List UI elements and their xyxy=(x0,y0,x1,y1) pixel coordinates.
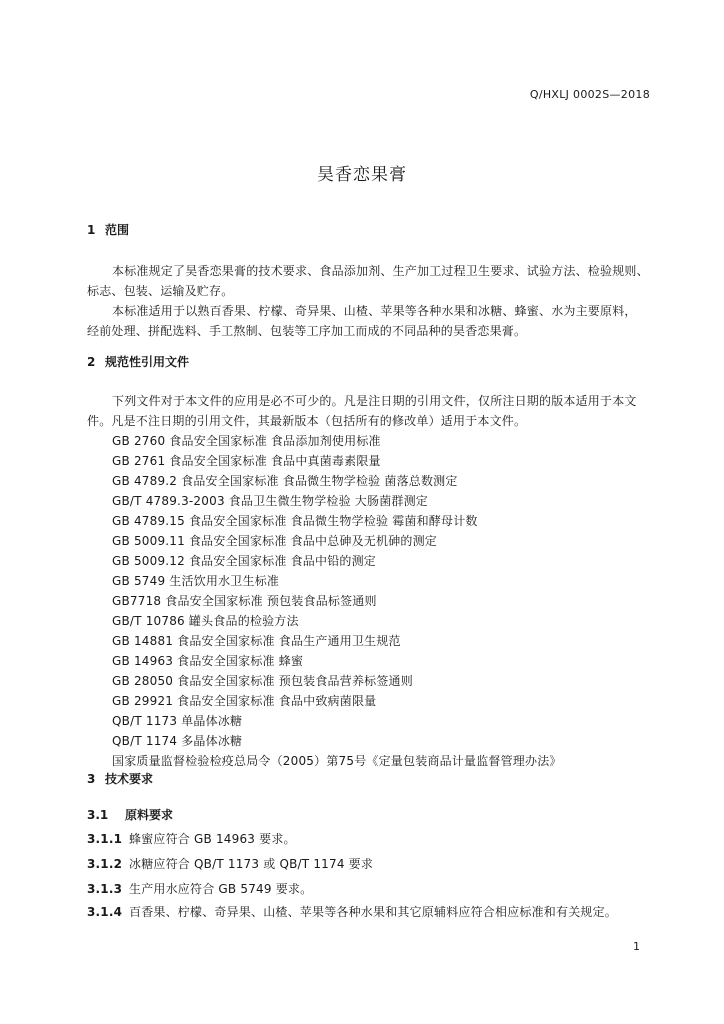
section-number: 1 xyxy=(87,223,96,237)
section-1-heading xyxy=(87,221,129,238)
reference-item: GB7718 食品安全国家标准 预包装食品标签通则 xyxy=(112,594,377,608)
subsection-title: 原料要求 xyxy=(125,808,174,822)
reference-item: GB 29921 食品安全国家标准 食品中致病菌限量 xyxy=(112,694,377,708)
clause-number: 3.1.4 xyxy=(87,905,123,919)
section-title: 范围 xyxy=(105,223,130,237)
clause-3-1-2 xyxy=(87,855,373,872)
reference-item: GB 4789.2 食品安全国家标准 食品微生物学检验 菌落总数测定 xyxy=(112,474,458,488)
clause-text: 冰糖应符合 QB/T 1173 或 QB/T 1174 要求 xyxy=(129,857,374,871)
reference-item: GB 5009.12 食品安全国家标准 食品中铅的测定 xyxy=(112,554,376,568)
clause-text: 百香果、柠檬、奇异果、山楂、苹果等各种水果和其它原辅料应符合相应标准和有关规定。 xyxy=(129,905,618,919)
paragraph-line: 本标准适用于以熟百香果、柠檬、奇异果、山楂、苹果等各种水果和冰糖、蜂蜜、水为主要原料， xyxy=(112,304,637,318)
reference-item: GB 2761 食品安全国家标准 食品中真菌毒素限量 xyxy=(112,454,381,468)
standard-code: Q/HXLJ 0002S—2018 xyxy=(529,88,650,101)
reference-item: GB 14963 食品安全国家标准 蜂蜜 xyxy=(112,654,304,668)
clause-number: 3.1.3 xyxy=(87,882,123,896)
reference-item: GB 5749 生活饮用水卫生标准 xyxy=(112,574,280,588)
clause-number: 3.1.2 xyxy=(87,857,123,871)
clause-text: 生产用水应符合 GB 5749 要求。 xyxy=(129,882,313,896)
section-2-heading xyxy=(87,353,189,370)
reference-item: GB 28050 食品安全国家标准 预包装食品营养标签通则 xyxy=(112,674,413,688)
clause-number: 3.1.1 xyxy=(87,832,123,846)
section-title: 规范性引用文件 xyxy=(105,355,190,369)
reference-item: 国家质量监督检验检疫总局令（2005）第75号《定量包装商品计量监督管理办法》 xyxy=(112,754,562,768)
section-number: 3 xyxy=(87,772,96,786)
clause-3-1-3 xyxy=(87,880,312,897)
reference-item: QB/T 1174 多晶体冰糖 xyxy=(112,734,243,748)
clause-text: 蜂蜜应符合 GB 14963 要求。 xyxy=(129,832,296,846)
reference-item: GB 4789.15 食品安全国家标准 食品微生物学检验 霉菌和酵母计数 xyxy=(112,514,478,528)
paragraph-line: 件。凡是不注日期的引用文件，其最新版本（包括所有的修改单）适用于本文件。 xyxy=(87,414,527,428)
section-title: 技术要求 xyxy=(105,772,154,786)
subsection-3-1-heading xyxy=(87,806,173,823)
document-title: 昊香恋果膏 xyxy=(317,165,407,185)
clause-3-1-4 xyxy=(87,903,617,920)
paragraph-line: 标志、包装、运输及贮存。 xyxy=(87,284,234,298)
section-3-heading xyxy=(87,770,153,787)
clause-3-1-1 xyxy=(87,830,296,847)
page-number: 1 xyxy=(633,940,640,953)
paragraph-line: 下列文件对于本文件的应用是必不可少的。凡是注日期的引用文件，仅所注日期的版本适用于本文 xyxy=(112,394,637,408)
reference-item: GB 5009.11 食品安全国家标准 食品中总砷及无机砷的测定 xyxy=(112,534,437,548)
subsection-number: 3.1 xyxy=(87,808,109,822)
reference-item: GB 14881 食品安全国家标准 食品生产通用卫生规范 xyxy=(112,634,401,648)
reference-item: QB/T 1173 单晶体冰糖 xyxy=(112,714,243,728)
paragraph-line: 经前处理、拼配选料、手工熬制、包装等工序加工而成的不同品种的昊香恋果膏。 xyxy=(87,324,527,338)
section-number: 2 xyxy=(87,355,96,369)
reference-item: GB/T 10786 罐头食品的检验方法 xyxy=(112,614,299,628)
paragraph-line: 本标准规定了昊香恋果膏的技术要求、食品添加剂、生产加工过程卫生要求、试验方法、检验规则、 xyxy=(112,264,649,278)
reference-item: GB/T 4789.3-2003 食品卫生微生物学检验 大肠菌群测定 xyxy=(112,494,429,508)
reference-item: GB 2760 食品安全国家标准 食品添加剂使用标准 xyxy=(112,434,381,448)
